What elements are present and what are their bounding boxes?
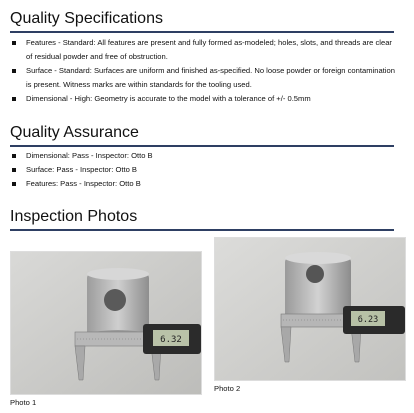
list-item <box>10 149 400 163</box>
qa-features-text: Features: Pass - Inspector: Otto B <box>26 179 141 188</box>
bullet-icon <box>12 182 16 186</box>
list-item <box>10 177 400 191</box>
inspection-photos-title: Inspection Photos <box>10 208 138 225</box>
list-item <box>10 36 400 64</box>
bullet-icon <box>12 41 16 45</box>
section-divider <box>10 229 394 231</box>
spec-dimensional-text: Dimensional - High: Geometry is accurate to the model with a tolerance of +/- 0.5mm <box>26 94 311 103</box>
inspection-photo-2 <box>214 237 406 381</box>
photo-1-caption: Photo 1 <box>10 398 37 407</box>
photo-2-caption: Photo 2 <box>214 384 241 393</box>
section-divider <box>10 145 394 147</box>
qa-dimensional-text: Dimensional: Pass - Inspector: Otto B <box>26 151 153 160</box>
caliper-display-text: 6.32 <box>160 335 182 345</box>
spec-surface-text: Surface - Standard: Surfaces are uniform and finished as-specified. No loose powder or foreign contamination is present. Witness marks are within standards for the tooling used. <box>26 66 395 89</box>
bullet-icon <box>12 97 16 101</box>
list-item <box>10 163 400 177</box>
caliper-display-text: 6.23 <box>357 315 379 325</box>
qa-surface-text: Surface: Pass - Inspector: Otto B <box>26 165 137 174</box>
inspection-photo-1 <box>10 251 202 395</box>
quality-assurance-list <box>10 149 400 191</box>
spec-features-text: Features - Standard: All features are present and fully formed as-modeled; holes, slots, and threads are clear of residual powder and free of obstruction. <box>26 38 392 61</box>
quality-specifications-list <box>10 36 400 106</box>
bullet-icon <box>12 69 16 73</box>
section-divider <box>10 31 394 33</box>
quality-assurance-title: Quality Assurance <box>10 124 139 141</box>
part-with-caliper-image <box>215 238 405 380</box>
list-item <box>10 92 400 106</box>
quality-specifications-title: Quality Specifications <box>10 10 163 27</box>
bullet-icon <box>12 168 16 172</box>
list-item <box>10 64 400 92</box>
part-with-caliper-image <box>11 252 201 394</box>
bullet-icon <box>12 154 16 158</box>
